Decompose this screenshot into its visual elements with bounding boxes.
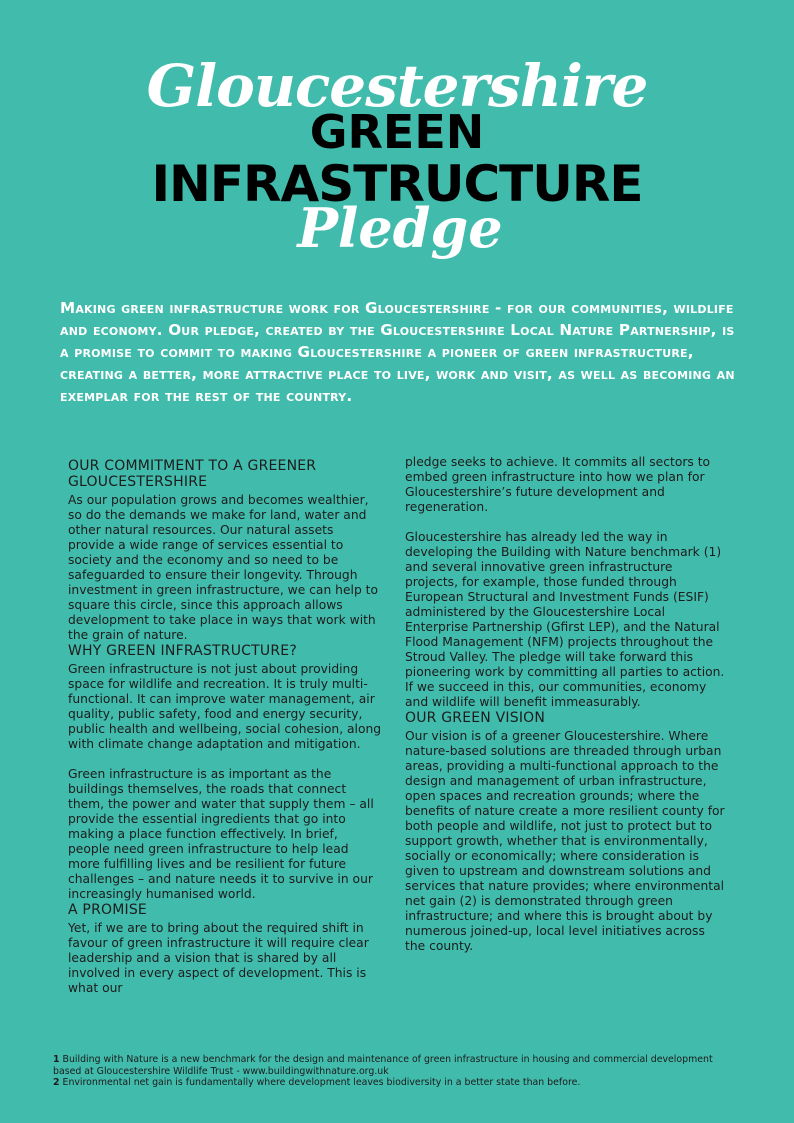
header-script-bottom: Pledge (297, 196, 503, 260)
footnote-2 (53, 1077, 743, 1089)
commitment-body: As our population grows and becomes wealthier, so do the demands we make for land, water and other natural resources. Our natural assets provide a wide range of services essential to society and the economy and so need to be safeguarded to ensure their longevity. Through investment in green infrastructure, we can help to square this circle, since this approach allows development to take place in ways that work with the grain of nature. (68, 493, 379, 642)
header-title-infrastructure: INFRASTRUCTURE (151, 155, 643, 213)
header-script-top: Gloucestershire (146, 52, 648, 120)
vision-body: Our vision is of a greener Gloucestershire. Where nature-based solutions are threaded through urban areas, providing a multi-functional approach to the design and management of urban infrastructure, open spaces and recreation grounds; where the benefits of nature create a more resilient county for both people and wildlife, not just to protect but to support growth, whether that is environmentally, socially or economically; where consideration is given to upstream and downstream solutions and services that nature provides; where environmental net gain (2) is demonstrated through green infrastructure; and where this is brought about by numerous joined-up, local level initiatives across the county. (405, 729, 725, 953)
promise-body-2: pledge seeks to achieve. It commits all sectors to embed green infrastructure into how we plan for Gloucestershire’s future development and regeneration. (405, 455, 711, 514)
why-body-2: Green infrastructure is as important as the buildings themselves, the roads that connect them, the power and water that supply them – all provide the essential ingredients that go into making a place function effectively. In brief, people need green infrastructure to help lead more fulfilling lives and be resilient for future challenges – and nature needs it to survive in our increasingly humanised world. (68, 767, 374, 901)
promise-body-3: Gloucestershire has already led the way in developing the Building with Nature benchmark (1) and several innovative green infrastructure projects, for example, those funded through European Structural and Investment Funds (ESIF) administered by the Gloucestershire Local Enterprise Partnership (Gfirst LEP), and the Natural Flood Management (NFM) projects throughout the Stroud Valley. The pledge will take forward this pioneering work by committing all parties to action. If we succeed in this, our communities, economy and wildlife will benefit immeasurably. (405, 530, 725, 709)
footnote-2-number: 2 (53, 1077, 60, 1088)
commitment-heading: OUR COMMITMENT TO A GREENER GLOUCESTERSHIRE (68, 458, 317, 490)
footnote-1 (53, 1054, 743, 1077)
promise-heading: A PROMISE (68, 902, 147, 918)
footnote-1-number: 1 (53, 1054, 60, 1065)
why-body-1: Green infrastructure is not just about providing space for wildlife and recreation. It is truly multi-functional. It can improve water management, air quality, public safety, food and energy security, public health and wellbeing, social cohesion, along with climate change adaptation and mitigation. (68, 662, 382, 751)
footnote-2-text: Environmental net gain is fundamentally where development leaves biodiversity in a better state than before. (62, 1077, 581, 1088)
intro-statement: Making green infrastructure work for Gloucestershire - for our communities, wildlife and economy. Our pledge, created by the Gloucestershire Local Nature Partnership, is a promise to commit to making Gloucestershire a pioneer of green infrastructure, creating a better, more attractive place to live, work and visit, as well as becoming an exemplar for the rest of the country. (60, 299, 735, 405)
vision-heading: OUR GREEN VISION (405, 710, 546, 726)
header-title-green: GREEN (309, 105, 485, 159)
why-heading: WHY GREEN INFRASTRUCTURE? (68, 643, 297, 659)
footnotes (53, 1054, 743, 1089)
footnote-1-text: Building with Nature is a new benchmark for the design and maintenance of green infrastructure in housing and commercial development based at Gloucestershire Wildlife Trust - www.buildingwithnature.org.uk (53, 1054, 713, 1077)
left-column (68, 455, 383, 996)
promise-body-1: Yet, if we are to bring about the required shift in favour of green infrastructure it will require clear leadership and a vision that is shared by all involved in every aspect of development. This is what our (68, 921, 369, 995)
right-column (405, 455, 725, 954)
